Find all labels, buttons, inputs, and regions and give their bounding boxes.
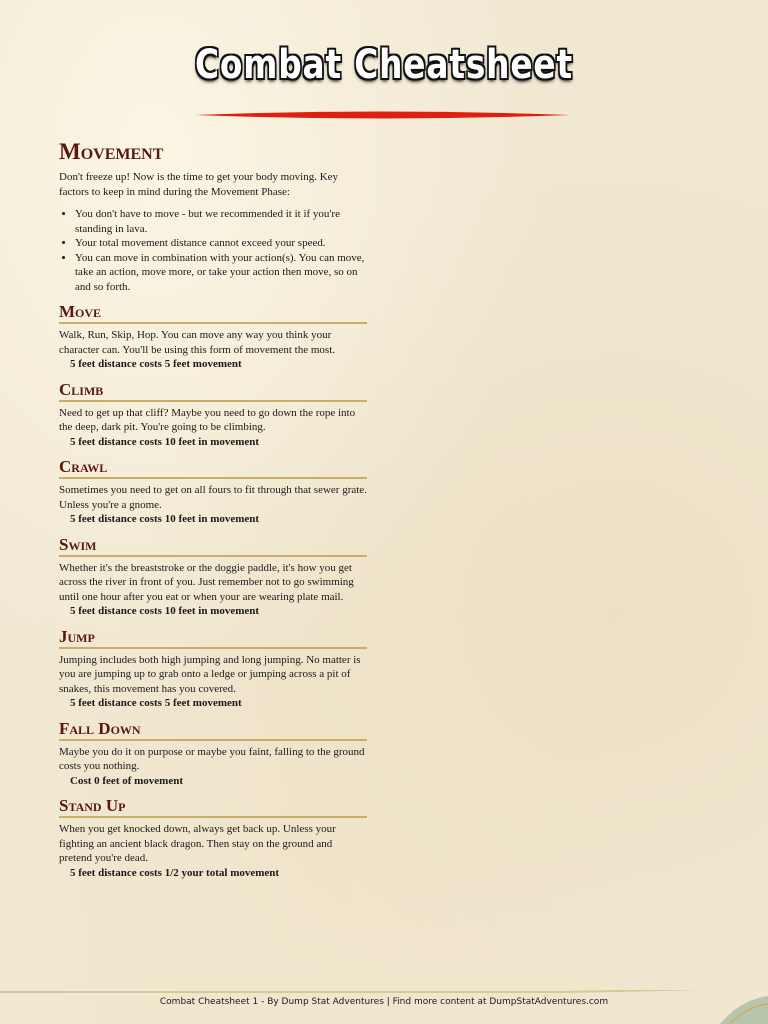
section-text: Sometimes you need to get on all fours to fit through that sewer grate. Unless you're a gnome. (59, 484, 367, 511)
section-jump (59, 627, 367, 711)
footer-ornament (0, 990, 768, 1024)
section-text: When you get knocked down, always get back up. Unless your fighting an ancient black dragon. Then stay on the ground and pretend you're dead. (59, 823, 336, 864)
section-text: Whether it's the breaststroke or the doggie paddle, it's how you get across the river in front of you. Just remember not to go swimming until one hour after you eat or when your are wearing plate mail. (59, 561, 354, 603)
section-heading: Climb (59, 380, 367, 402)
section-heading: Move (59, 302, 367, 324)
section-fall-down (59, 719, 367, 789)
main-content (59, 140, 367, 880)
section-stand-up (59, 796, 367, 880)
movement-cost: 5 feet distance costs 5 feet movement (70, 697, 242, 709)
movement-cost: 5 feet distance costs 10 feet in movement (70, 435, 260, 448)
page-title: Combat Cheatsheet (195, 42, 573, 88)
movement-heading: Movement (59, 139, 164, 164)
list-item: • Your total movement distance cannot exceed your speed. (75, 236, 367, 251)
section-climb (59, 380, 367, 450)
section-heading: Fall Down (59, 719, 367, 741)
list-item: • You can move in combination with your action(s). You can move, take an action, move more, or take your action then move, so on and so forth. (75, 251, 367, 295)
section-heading: Crawl (59, 457, 367, 479)
section-crawl (59, 457, 367, 527)
section-move (59, 302, 367, 372)
movement-cost: Cost 0 feet of movement (70, 774, 184, 787)
list-item: • You don't have to move - but we recommended it it if you're standing in lava. (75, 207, 367, 236)
movement-cost: 5 feet distance costs 5 feet movement (70, 358, 242, 370)
movement-cost: 5 feet distance costs 1/2 your total movement (70, 866, 280, 879)
section-heading: Stand Up (59, 796, 367, 818)
intro-paragraph: Don't freeze up! Now is the time to get your body moving. Key factors to keep in mind during the Movement Phase: (59, 171, 339, 198)
section-text: Jumping includes both high jumping and long jumping. No matter is you are jumping up to grab onto a ledge or jumping across a pit of snakes, this movement has you covered. (59, 653, 361, 695)
movement-cost: 5 feet distance costs 10 feet in movement (70, 605, 260, 617)
section-heading: Jump (59, 627, 367, 649)
section-text: Need to get up that cliff? Maybe you need to go down the rope into the deep, dark pit. You're going to be climbing. (59, 406, 356, 433)
section-text: Maybe you do it on purpose or maybe you faint, falling to the ground costs you nothing. (59, 745, 365, 772)
section-swim (59, 535, 367, 619)
title-underline (195, 110, 570, 120)
movement-cost: 5 feet distance costs 10 feet in movement (70, 513, 260, 525)
section-heading: Swim (59, 535, 367, 557)
movement-rules-list (59, 207, 367, 294)
footer-text: Combat Cheatsheet 1 - By Dump Stat Adventures | Find more content at DumpStatAdventures.com (159, 997, 609, 1007)
section-text: Walk, Run, Skip, Hop. You can move any way you think your character can. You'll be using this form of movement the most. (59, 329, 336, 356)
